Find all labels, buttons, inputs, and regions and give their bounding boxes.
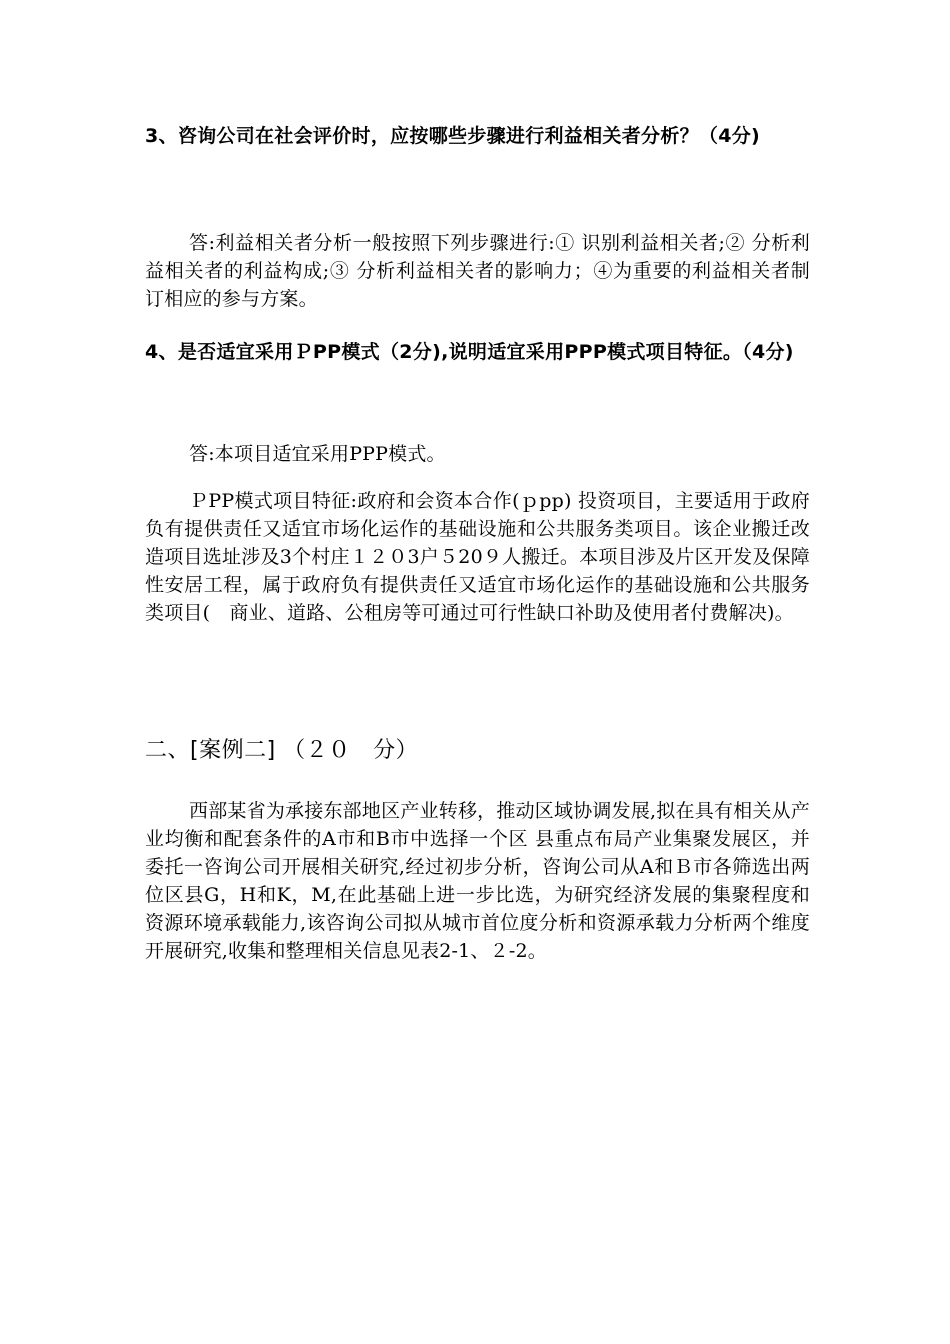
question-4-answer: 答:本项目适宜采用PPP模式。 — [189, 443, 446, 465]
question-4-explanation: ＰPP模式项目特征:政府和会资本合作(ｐpp) 投资项目，主要适用于政府负有提供责任又适宜市场化运作的基础设施和公共服务类项目。该企业搬迁改造项目选址涉及3个村庄１２０3户５20９人搬迁。本项目涉及片区开发及保障性安居工程，属于政府负有提供责任又适宜市场化运作的基础设施和公共服务类项目( 商业、道路、公租房等可通过可行性缺口补助及使用者付费解决)。 — [145, 490, 810, 624]
case-2-intro: 西部某省为承接东部地区产业转移，推动区域协调发展,拟在具有相关从产业均衡和配套条件的A市和B市中选择一个区 县重点布局产业集聚发展区，并委托一咨询公司开展相关研究,经过初步分析，咨询公司从A和Ｂ市各筛选出两位区县G，H和K，M,在此基础上进一步比选，为研究经济发展的集聚程度和资源环境承载能力,该咨询公司拟从城市首位度分析和资源承载力分析两个维度开展研究,收集和整理相关信息见表2-1、２-2。 — [145, 800, 810, 962]
case-2-title: 二、[案例二] （２０ 分） — [145, 738, 419, 763]
question-3-answer: 答:利益相关者分析一般按照下列步骤进行:① 识别利益相关者;② 分析利益相关者的利益构成;③ 分析利益相关者的影响力；④为重要的利益相关者制订相应的参与方案。 — [145, 232, 810, 310]
question-3-heading: 3、咨询公司在社会评价时，应按哪些步骤进行利益相关者分析？（4分) — [145, 125, 761, 147]
question-4-heading: 4、是否适宜采用ＰPP模式（2分),说明适宜采用PPP模式项目特征。（4分) — [145, 341, 794, 363]
